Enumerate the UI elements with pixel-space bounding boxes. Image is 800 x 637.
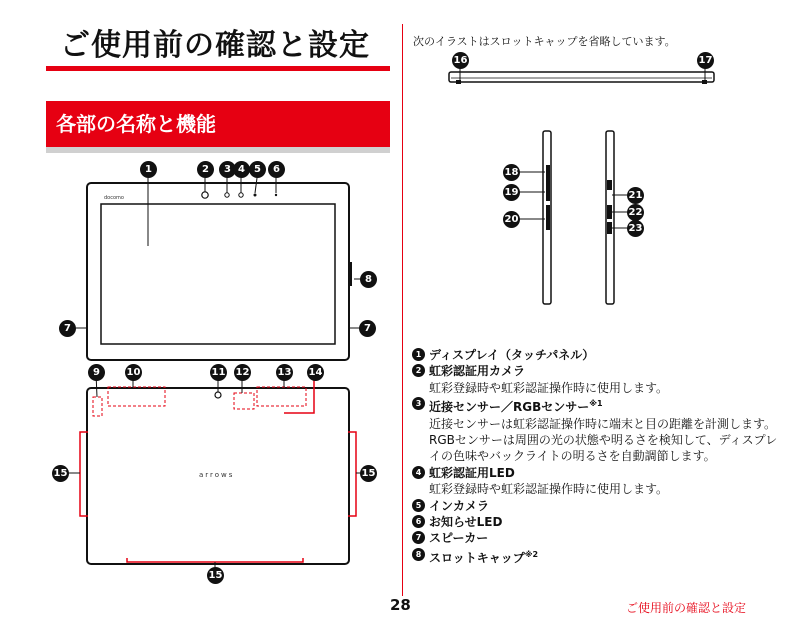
callout-11: 11 [210, 364, 227, 381]
callout-15-right: 15 [360, 465, 377, 482]
page-title: ご使用前の確認と設定 [60, 28, 370, 63]
callout-19: 19 [503, 184, 520, 201]
callout-4: 4 [233, 161, 250, 178]
callout-12: 12 [234, 364, 251, 381]
legend-item: 3 近接センサー／RGBセンサー$^{※1}$ [412, 396, 782, 415]
callout-20: 20 [503, 211, 520, 228]
callout-22: 22 [627, 204, 644, 221]
callout-15-bottom: 15 [207, 567, 224, 584]
legend-item: 5 インカメラ [412, 498, 782, 514]
callout-18: 18 [503, 164, 520, 181]
callout-7-right: 7 [359, 320, 376, 337]
callout-6: 6 [268, 161, 285, 178]
callout-21: 21 [627, 187, 644, 204]
legend-desc: 虹彩登録時や虹彩認証操作時に使用します。 [429, 482, 669, 497]
callout-3: 3 [219, 161, 236, 178]
section-heading: 各部の名称と機能 [46, 101, 390, 147]
legend-desc: 近接センサーは虹彩認証操作時に端末と目の距離を計測します。RGBセンサーは周囲の光の状態や明るさを検知して、ディスプレイの色味やバックライトの明るさを自動調節します。 [429, 416, 778, 464]
docomo-logo: docomo [104, 195, 124, 201]
callout-7-left: 7 [59, 320, 76, 337]
callout-1: 1 [140, 161, 157, 178]
intro-note: 次のイラストはスロットキャップを省略しています。 [413, 35, 676, 48]
callout-10: 10 [125, 364, 142, 381]
callout-8: 8 [360, 271, 377, 288]
callout-5: 5 [249, 161, 266, 178]
callout-16: 16 [452, 52, 469, 69]
in-camera-dot [254, 194, 257, 197]
parts-legend [412, 347, 782, 566]
callout-13: 13 [276, 364, 293, 381]
legend-item: 6 お知らせLED [412, 514, 782, 530]
legend-item: 4 虹彩認証用LED [412, 465, 782, 481]
legend-item: 8 スロットキャップ$^{※2}$ [412, 547, 782, 566]
footer-chapter-title: ご使用前の確認と設定 [626, 601, 747, 615]
arrows-logo: arrows [199, 471, 235, 479]
tablet-front-screen [101, 204, 335, 344]
notify-led-dot [275, 194, 277, 196]
tablet-top-edge [449, 72, 714, 82]
legend-item: 1 ディスプレイ（タッチパネル） [412, 347, 782, 363]
legend-item: 7 スピーカー [412, 530, 782, 546]
callout-14: 14 [307, 364, 324, 381]
page-number: 28 [390, 596, 411, 614]
callout-23: 23 [627, 220, 644, 237]
legend-item: 2 虹彩認証用カメラ [412, 363, 782, 379]
callout-17: 17 [697, 52, 714, 69]
callout-2: 2 [197, 161, 214, 178]
legend-desc: 虹彩登録時や虹彩認証操作時に使用します。 [429, 380, 669, 395]
slot-cap-outline [349, 262, 352, 286]
callout-9: 9 [88, 364, 105, 381]
callout-15-left: 15 [52, 465, 69, 482]
